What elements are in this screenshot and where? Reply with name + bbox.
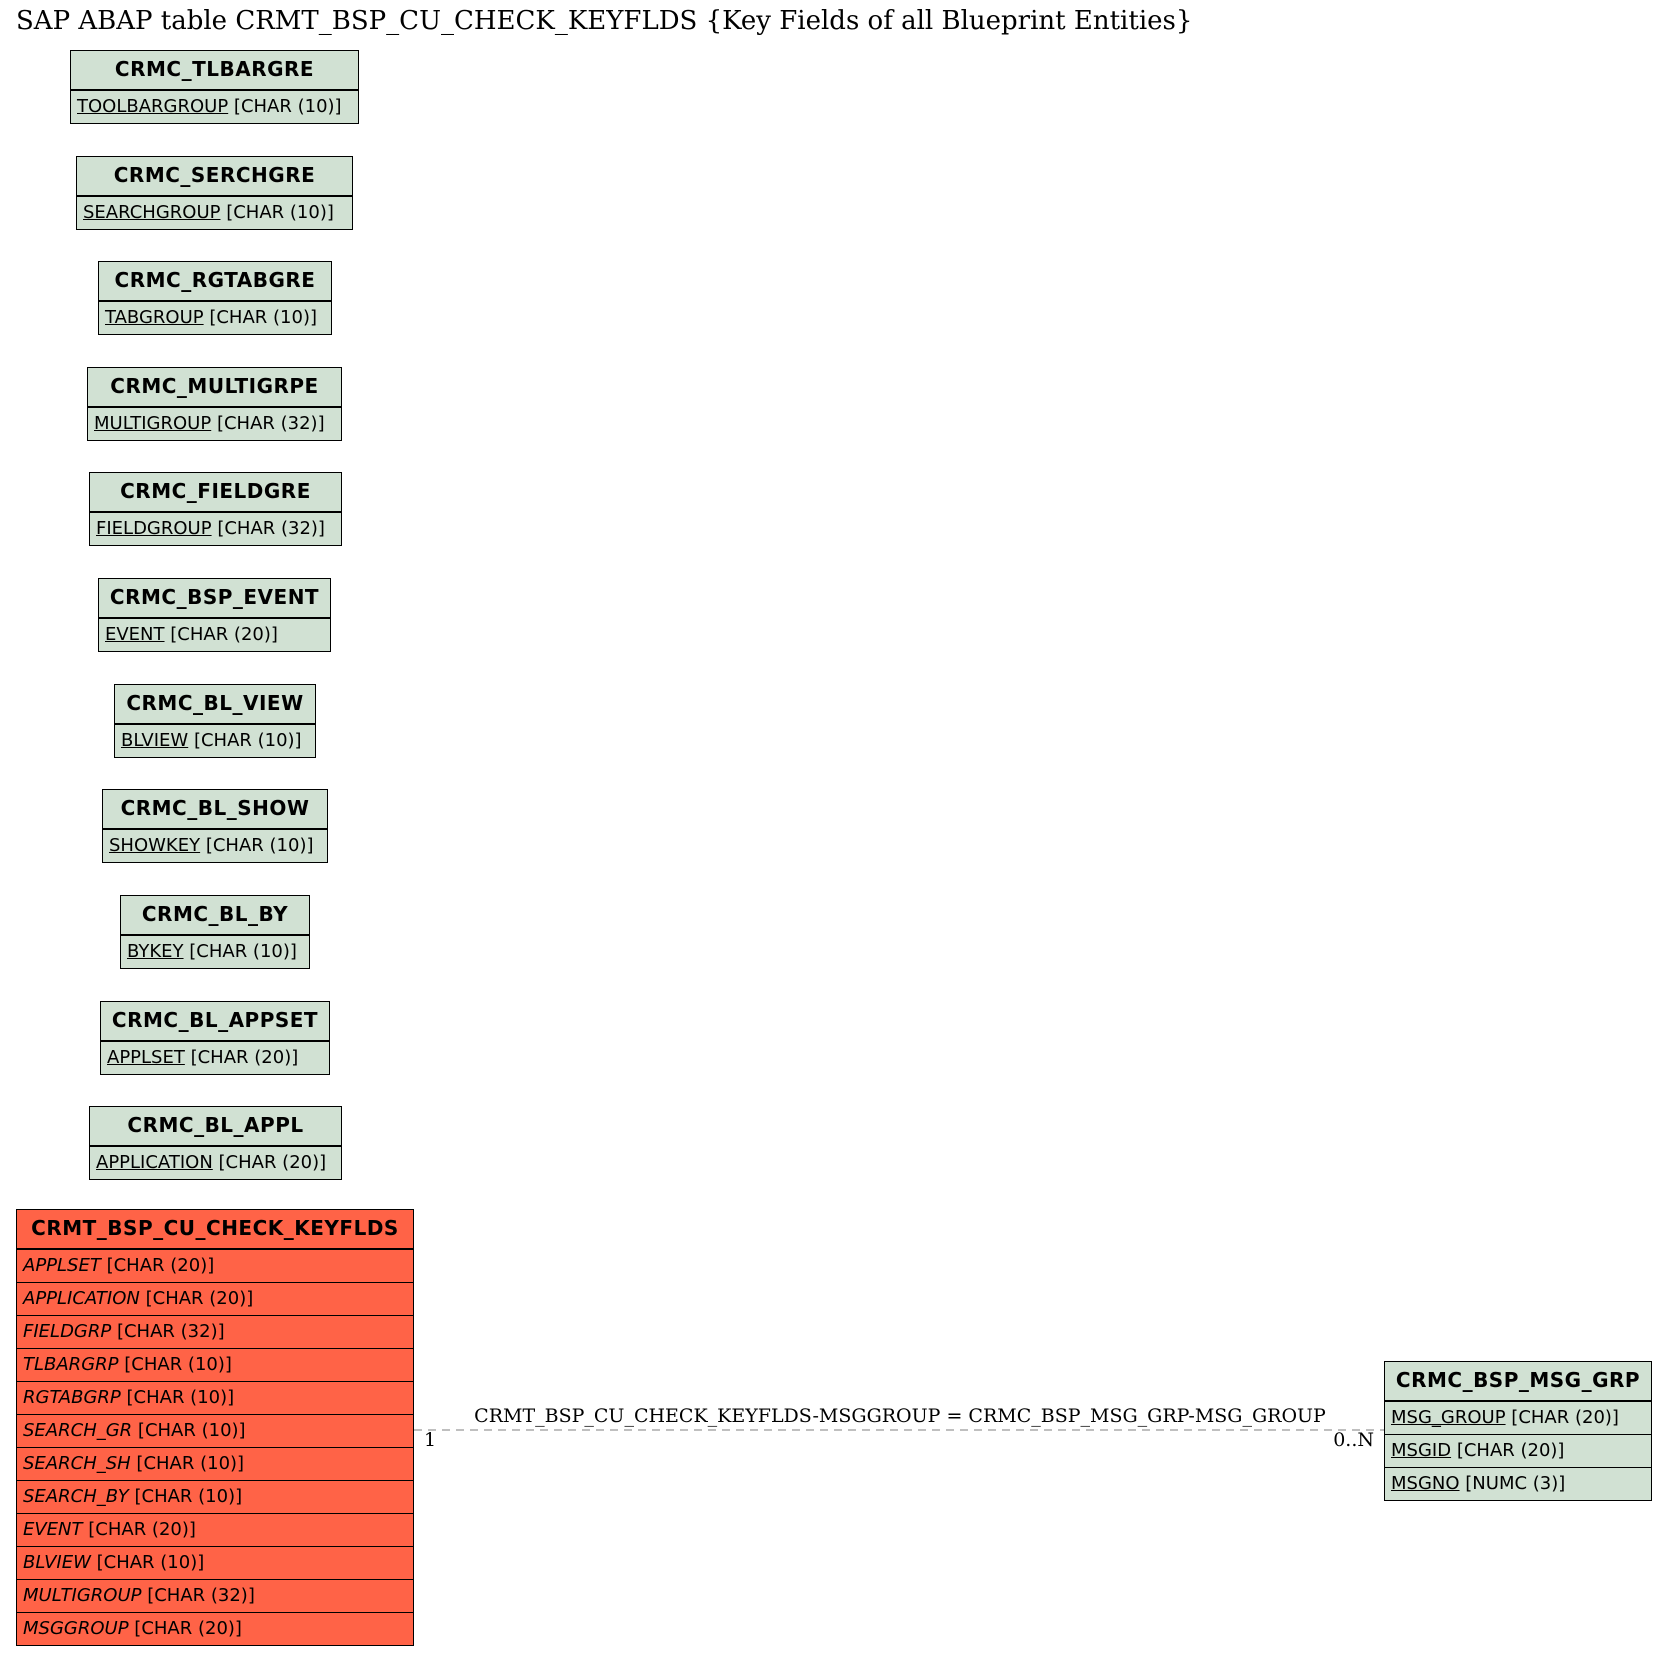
cardinality-left: 1 <box>424 1429 437 1451</box>
entity-field: FIELDGRP [CHAR (32)] <box>17 1315 413 1348</box>
entity-header: CRMC_BSP_EVENT <box>99 579 330 618</box>
entity-header: CRMC_BSP_MSG_GRP <box>1385 1362 1651 1401</box>
entity-field: SEARCH_BY [CHAR (10)] <box>17 1480 413 1513</box>
entity-field: TOOLBARGROUP [CHAR (10)] <box>71 90 358 123</box>
entity-header: CRMC_BL_SHOW <box>103 790 327 829</box>
entity-field: TLBARGRP [CHAR (10)] <box>17 1348 413 1381</box>
entity-field: MSGGROUP [CHAR (20)] <box>17 1612 413 1645</box>
entity-header: CRMC_TLBARGRE <box>71 51 358 90</box>
entity-field: BLVIEW [CHAR (10)] <box>115 724 315 757</box>
entity-field: BLVIEW [CHAR (10)] <box>17 1546 413 1579</box>
cardinality-right: 0..N <box>1333 1429 1374 1451</box>
entity-field: MSGNO [NUMC (3)] <box>1385 1467 1651 1500</box>
entity-header: CRMC_RGTABGRE <box>99 262 331 301</box>
entity-header: CRMC_BL_VIEW <box>115 685 315 724</box>
entity-field: BYKEY [CHAR (10)] <box>121 935 309 968</box>
entity-field: MULTIGROUP [CHAR (32)] <box>88 407 341 440</box>
entity-field: MULTIGROUP [CHAR (32)] <box>17 1579 413 1612</box>
entity-header: CRMT_BSP_CU_CHECK_KEYFLDS <box>17 1210 413 1249</box>
entity-field: EVENT [CHAR (20)] <box>17 1513 413 1546</box>
entity-field: MSG_GROUP [CHAR (20)] <box>1385 1401 1651 1434</box>
entity-header: CRMC_SERCHGRE <box>77 157 352 196</box>
entity-field: EVENT [CHAR (20)] <box>99 618 330 651</box>
entity-header: CRMC_BL_BY <box>121 896 309 935</box>
entity-field: APPLICATION [CHAR (20)] <box>90 1146 341 1179</box>
entity-field: SEARCH_GR [CHAR (10)] <box>17 1414 413 1447</box>
entity-header: CRMC_MULTIGRPE <box>88 368 341 407</box>
entity-field: SEARCH_SH [CHAR (10)] <box>17 1447 413 1480</box>
entity-header: CRMC_FIELDGRE <box>90 473 341 512</box>
entity-field: TABGROUP [CHAR (10)] <box>99 301 331 334</box>
entity-header: CRMC_BL_APPL <box>90 1107 341 1146</box>
entity-field: APPLICATION [CHAR (20)] <box>17 1282 413 1315</box>
entity-field: APPLSET [CHAR (20)] <box>101 1041 329 1074</box>
entity-field: MSGID [CHAR (20)] <box>1385 1434 1651 1467</box>
entity-field: SHOWKEY [CHAR (10)] <box>103 829 327 862</box>
entity-field: FIELDGROUP [CHAR (32)] <box>90 512 341 545</box>
diagram-title: SAP ABAP table CRMT_BSP_CU_CHECK_KEYFLDS {Key Fields of all Blueprint Entities} <box>16 6 1193 36</box>
entity-field: SEARCHGROUP [CHAR (10)] <box>77 196 352 229</box>
relationship-label: CRMT_BSP_CU_CHECK_KEYFLDS-MSGGROUP = CRMC_BSP_MSG_GRP-MSG_GROUP <box>474 1405 1326 1427</box>
entity-field: APPLSET [CHAR (20)] <box>17 1249 413 1282</box>
entity-header: CRMC_BL_APPSET <box>101 1002 329 1041</box>
entity-field: RGTABGRP [CHAR (10)] <box>17 1381 413 1414</box>
